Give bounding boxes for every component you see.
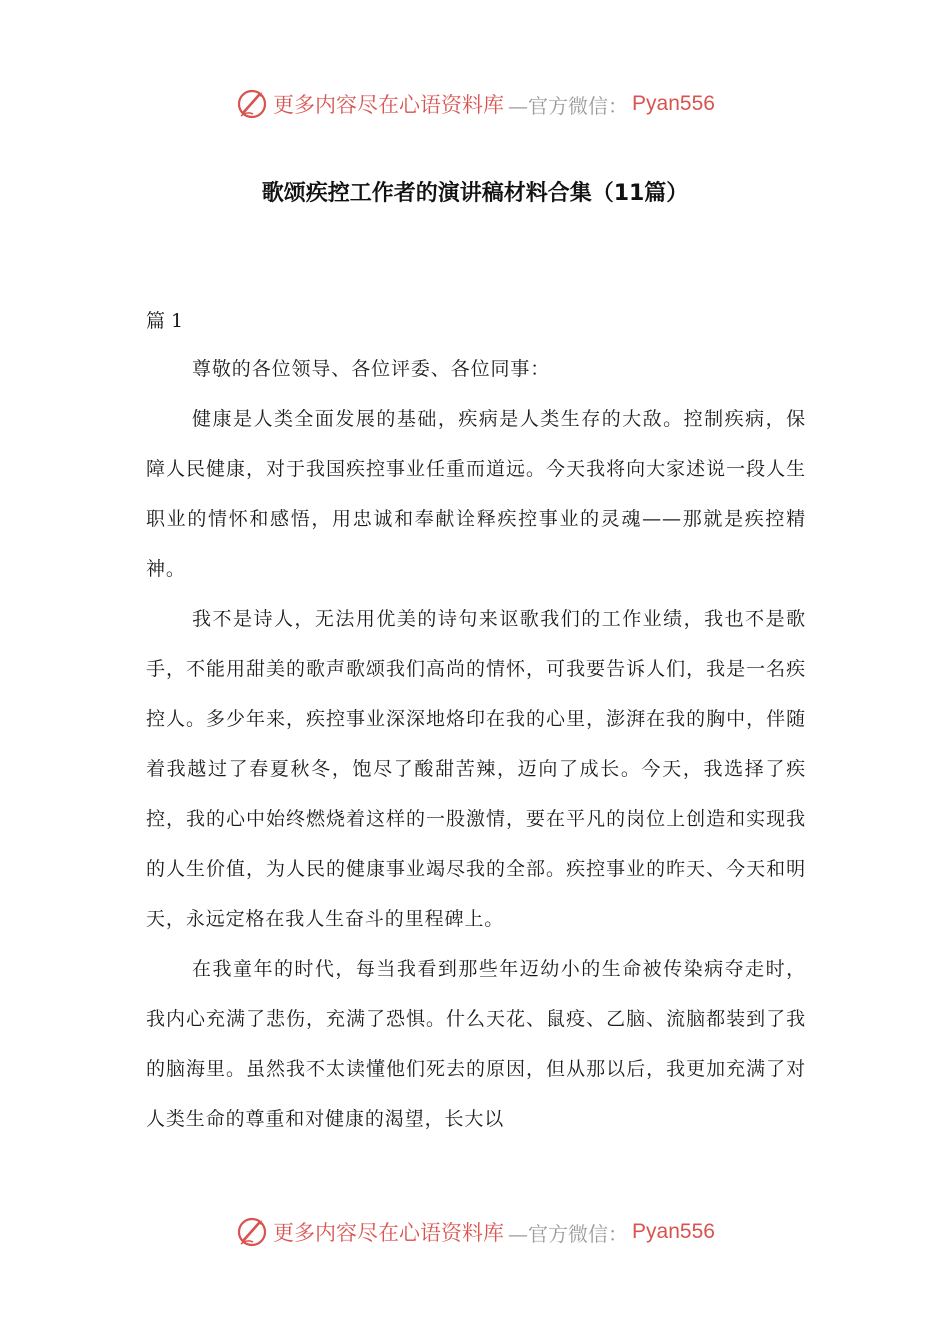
banner-separator-text: —官方微信： [508, 1221, 629, 1246]
paragraph: 我不是诗人，无法用优美的诗句来讴歌我们的工作业绩，我也不是歌手，不能用甜美的歌声歌颂我们高尚的情怀，可我要告诉人们，我是一名疾控人。多少年来，疾控事业深深地烙印在我的心里，澎湃在我的胸中，伴随着我越过了春夏秋冬，饱尽了酸甜苦辣，迈向了成长。今天，我选择了疾控，我的心中始终燃烧着这样的一股激情，要在平凡的岗位上创造和实现我的人生价值，为人民的健康事业竭尽我的全部。疾控事业的昨天、今天和明天，永远定格在我人生奋斗的里程碑上。 [146, 608, 806, 930]
banner-main-text: 更多内容尽在心语资料库 [273, 93, 505, 117]
paragraph: 在我童年的时代，每当我看到那些年迈幼小的生命被传染病夺走时，我内心充满了悲伤，充满了恐惧。什么天花、鼠疫、乙脑、流脑都装到了我的脑海里。虽然我不太读懂他们死去的原因，但从那以后，我更加充满了对人类生命的尊重和对健康的渴望，长大以 [146, 958, 806, 1130]
section-label: 篇 1 [146, 310, 184, 332]
banner-wechat-id: Pyan556 [632, 92, 715, 115]
document-body [146, 344, 806, 1144]
banner-separator-text: —官方微信： [508, 93, 629, 118]
document-title: 歌颂疾控工作者的演讲稿材料合集（11篇） [261, 181, 689, 206]
pen-swirl-logo-icon [235, 87, 269, 121]
paragraph-salutation: 尊敬的各位领导、各位评委、各位同事： [192, 358, 551, 380]
footer-banner [0, 1212, 950, 1252]
header-banner [0, 84, 950, 124]
paragraph: 健康是人类全面发展的基础，疾病是人类生存的大敌。控制疾病，保障人民健康，对于我国疾控事业任重而道远。今天我将向大家述说一段人生职业的情怀和感悟，用忠诚和奉献诠释疾控事业的灵魂——那就是疾控精神。 [146, 408, 806, 580]
banner-main-text: 更多内容尽在心语资料库 [273, 1221, 505, 1245]
banner-wechat-id: Pyan556 [632, 1220, 715, 1243]
pen-swirl-logo-icon [235, 1215, 269, 1249]
